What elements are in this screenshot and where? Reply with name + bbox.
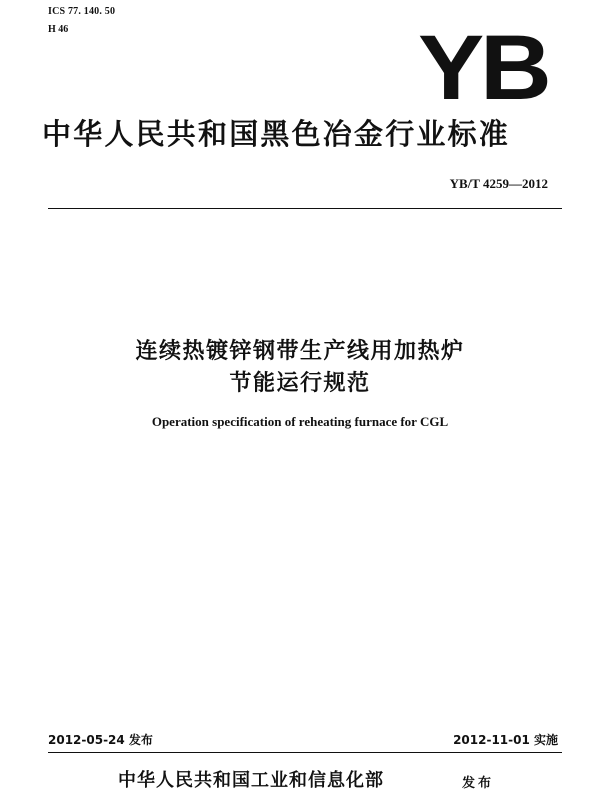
- yb-logo: YB: [418, 17, 548, 119]
- standard-number: YB/T 4259—2012: [449, 176, 548, 191]
- footer-divider: [48, 752, 562, 753]
- implementation-date: 2012-11-01 实施: [453, 733, 558, 747]
- organization-title: 中华人民共和国黑色冶金行业标准: [42, 117, 511, 151]
- document-title-line1: 连续热镀锌钢带生产线用加热炉: [135, 339, 465, 364]
- issuing-authority: 中华人民共和国工业和信息化部: [118, 770, 384, 791]
- document-title-english: Operation specification of reheating furnace for CGL: [151, 414, 449, 429]
- ics-code: ICS 77. 140. 50: [48, 6, 116, 17]
- issue-date: 2012-05-24 发布: [48, 733, 153, 747]
- header-divider: [48, 208, 562, 209]
- classification-code: H 46: [48, 24, 69, 35]
- document-title-line2: 节能运行规范: [229, 371, 371, 396]
- issue-label: 发布: [462, 776, 495, 791]
